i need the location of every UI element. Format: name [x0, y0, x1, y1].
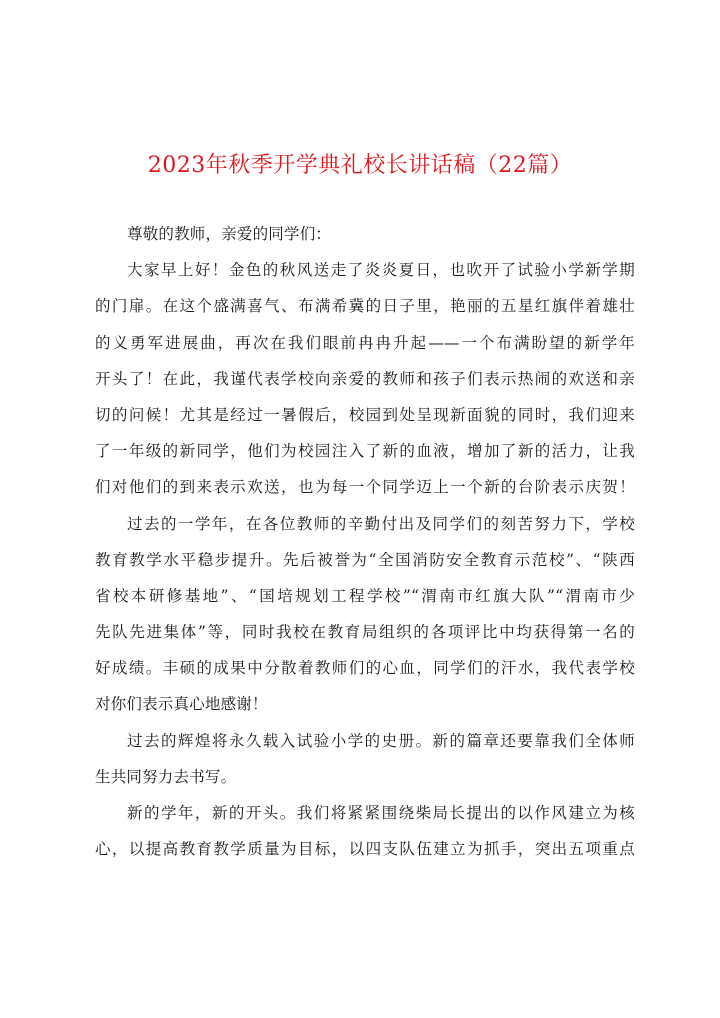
- paragraph-line: 新的学年，新的开头。我们将紧紧围绕柴局长提出的以作风建立为核: [127, 804, 635, 822]
- paragraph-line: 大家早上好！金色的秋风送走了炎炎夏日，也吹开了试验小学新学期: [127, 261, 635, 280]
- paragraph-line: 开头了！在此，我谨代表学校向亲爱的教师和孩子们表示热闹的欢送和亲: [95, 369, 635, 388]
- paragraph-1: [95, 252, 635, 505]
- paragraph-3: [95, 723, 635, 795]
- paragraph-line: 了一年级的新同学，他们为校园注入了新的血液，增加了新的活力，让我: [95, 442, 635, 461]
- paragraph-line: 的门扉。在这个盛满喜气、布满希冀的日子里，艳丽的五星红旗伴着雄壮: [95, 297, 635, 316]
- paragraph-line: 的义勇军进展曲，再次在我们眼前冉冉升起——一个布满盼望的新学年: [95, 333, 635, 352]
- paragraph-line: 省校本研修基地”、“国培规划工程学校”“渭南市红旗大队”“渭南市少: [95, 586, 635, 605]
- paragraph-line: 先队先进集体”等，同时我校在教育局组织的各项评比中均获得第一名的: [95, 623, 635, 642]
- greeting-line: 尊敬的教师，亲爱的同学们：: [127, 225, 332, 243]
- paragraph-4: [95, 795, 635, 867]
- paragraph-line: 切的问候！尤其是经过一暑假后，校园到处呈现新面貌的同时，我们迎来: [95, 405, 635, 424]
- paragraph-line: 们对他们的到来表示欢送，也为每一个同学迈上一个新的台阶表示庆贺！: [95, 478, 635, 497]
- paragraph-line: 教育教学水平稳步提升。先后被誉为“全国消防安全教育示范校”、“陕西: [95, 550, 635, 569]
- page-title: 2023年秋季开学典礼校长讲话稿（22篇）: [147, 153, 573, 178]
- paragraph-line: 生共同努力去书写。: [95, 767, 237, 786]
- paragraph-line: 过去的辉煌将永久载入试验小学的史册。新的篇章还要靠我们全体师: [127, 731, 635, 750]
- paragraph-line: 对你们表示真心地感谢！: [95, 695, 268, 714]
- paragraph-2: [95, 506, 635, 723]
- paragraph-line: 心，以提高教育教学质量为目标，以四支队伍建立为抓手，突出五项重点: [95, 840, 635, 859]
- paragraph-line: 过去的一学年，在各位教师的辛勤付出及同学们的刻苦努力下，学校: [127, 514, 635, 533]
- paragraph-line: 好成绩。丰硕的成果中分散着教师们的心血，同学们的汗水，我代表学校: [95, 659, 635, 678]
- document-body: [95, 216, 635, 867]
